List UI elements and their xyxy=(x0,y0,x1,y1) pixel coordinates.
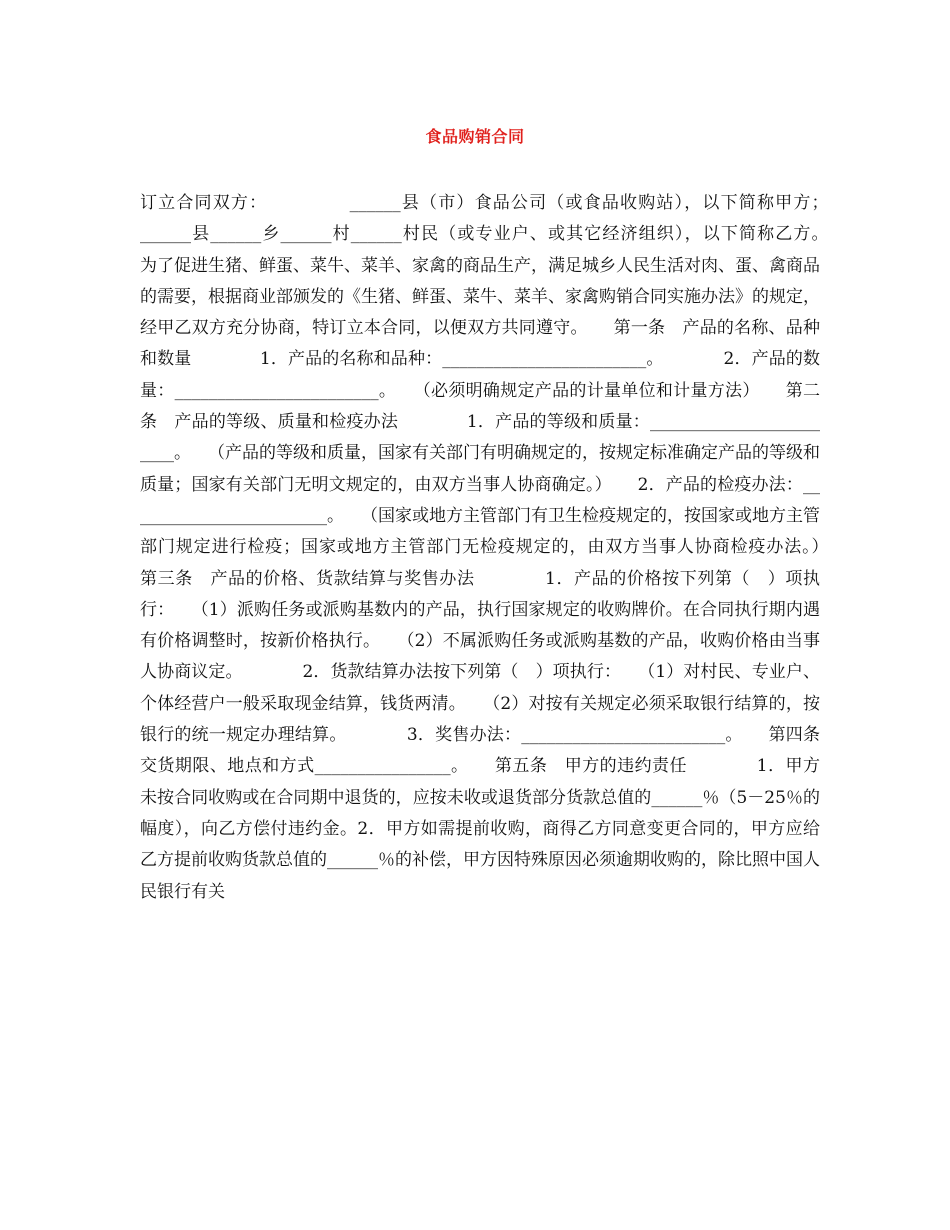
document-title: 食品购销合同 xyxy=(425,127,525,146)
contract-body-text: 订立合同双方： ______县（市）食品公司（或食品收购站），以下简称甲方； ______县______乡______村______村民（或专业户、或其它经济组织），以下简称乙方。 为了促进生猪、鲜蛋、菜牛、菜羊、家禽的商品生产，满足城乡人民生活对肉、蛋、禽商品的需要，根据商业部颁发的《生猪、鲜蛋、菜牛、菜羊、家禽购销合同实施办法》的规定，经甲乙双方充分协商，特订立本合同，以便双方共同遵守。 第一条 产品的名称、品种和数量 1．产品的名称和品种：________________________。 2．产品的数量：________________________。 （必须明确规定产品的计量单位和计量方法） 第二条 产品的等级、质量和检疫办法 1．产品的等级和质量：________________________。 （产品的等级和质量，国家有关部门有明确规定的，按规定标准确定产品的等级和质量；国家有关部门无明文规定的，由双方当事人协商确定。） 2．产品的检疫办法：________________________。 （国家或地方主管部门有卫生检疫规定的，按国家或地方主管部门规定进行检疫；国家或地方主管部门无检疫规定的，由双方当事人协商检疫办法。） 第三条 产品的价格、货款结算与奖售办法 1．产品的价格按下列第（ ）项执行： （1）派购任务或派购基数内的产品，执行国家规定的收购牌价。在合同执行期内遇有价格调整时，按新价格执行。 （2）不属派购任务或派购基数的产品，收购价格由当事人协商议定。 2．货款结算办法按下列第（ ）项执行： （1）对村民、专业户、个体经营户一般采取现金结算，钱货两清。 （2）对按有关规定必须采取银行结算的，按银行的统一规定办理结算。 3．奖售办法：________________________。 第四条 交货期限、地点和方式________________。 第五条 甲方的违约责任 1．甲方未按合同收购或在合同期中退货的，应按未收或退货部分货款总值的______％（5－25％的幅度），向乙方偿付违约金。2．甲方如需提前收购，商得乙方同意变更合同的，甲方应给乙方提前收购货款总值的______％的补偿，甲方因特殊原因必须逾期收购的，除比照中国人民银行有关 xyxy=(140,193,905,902)
